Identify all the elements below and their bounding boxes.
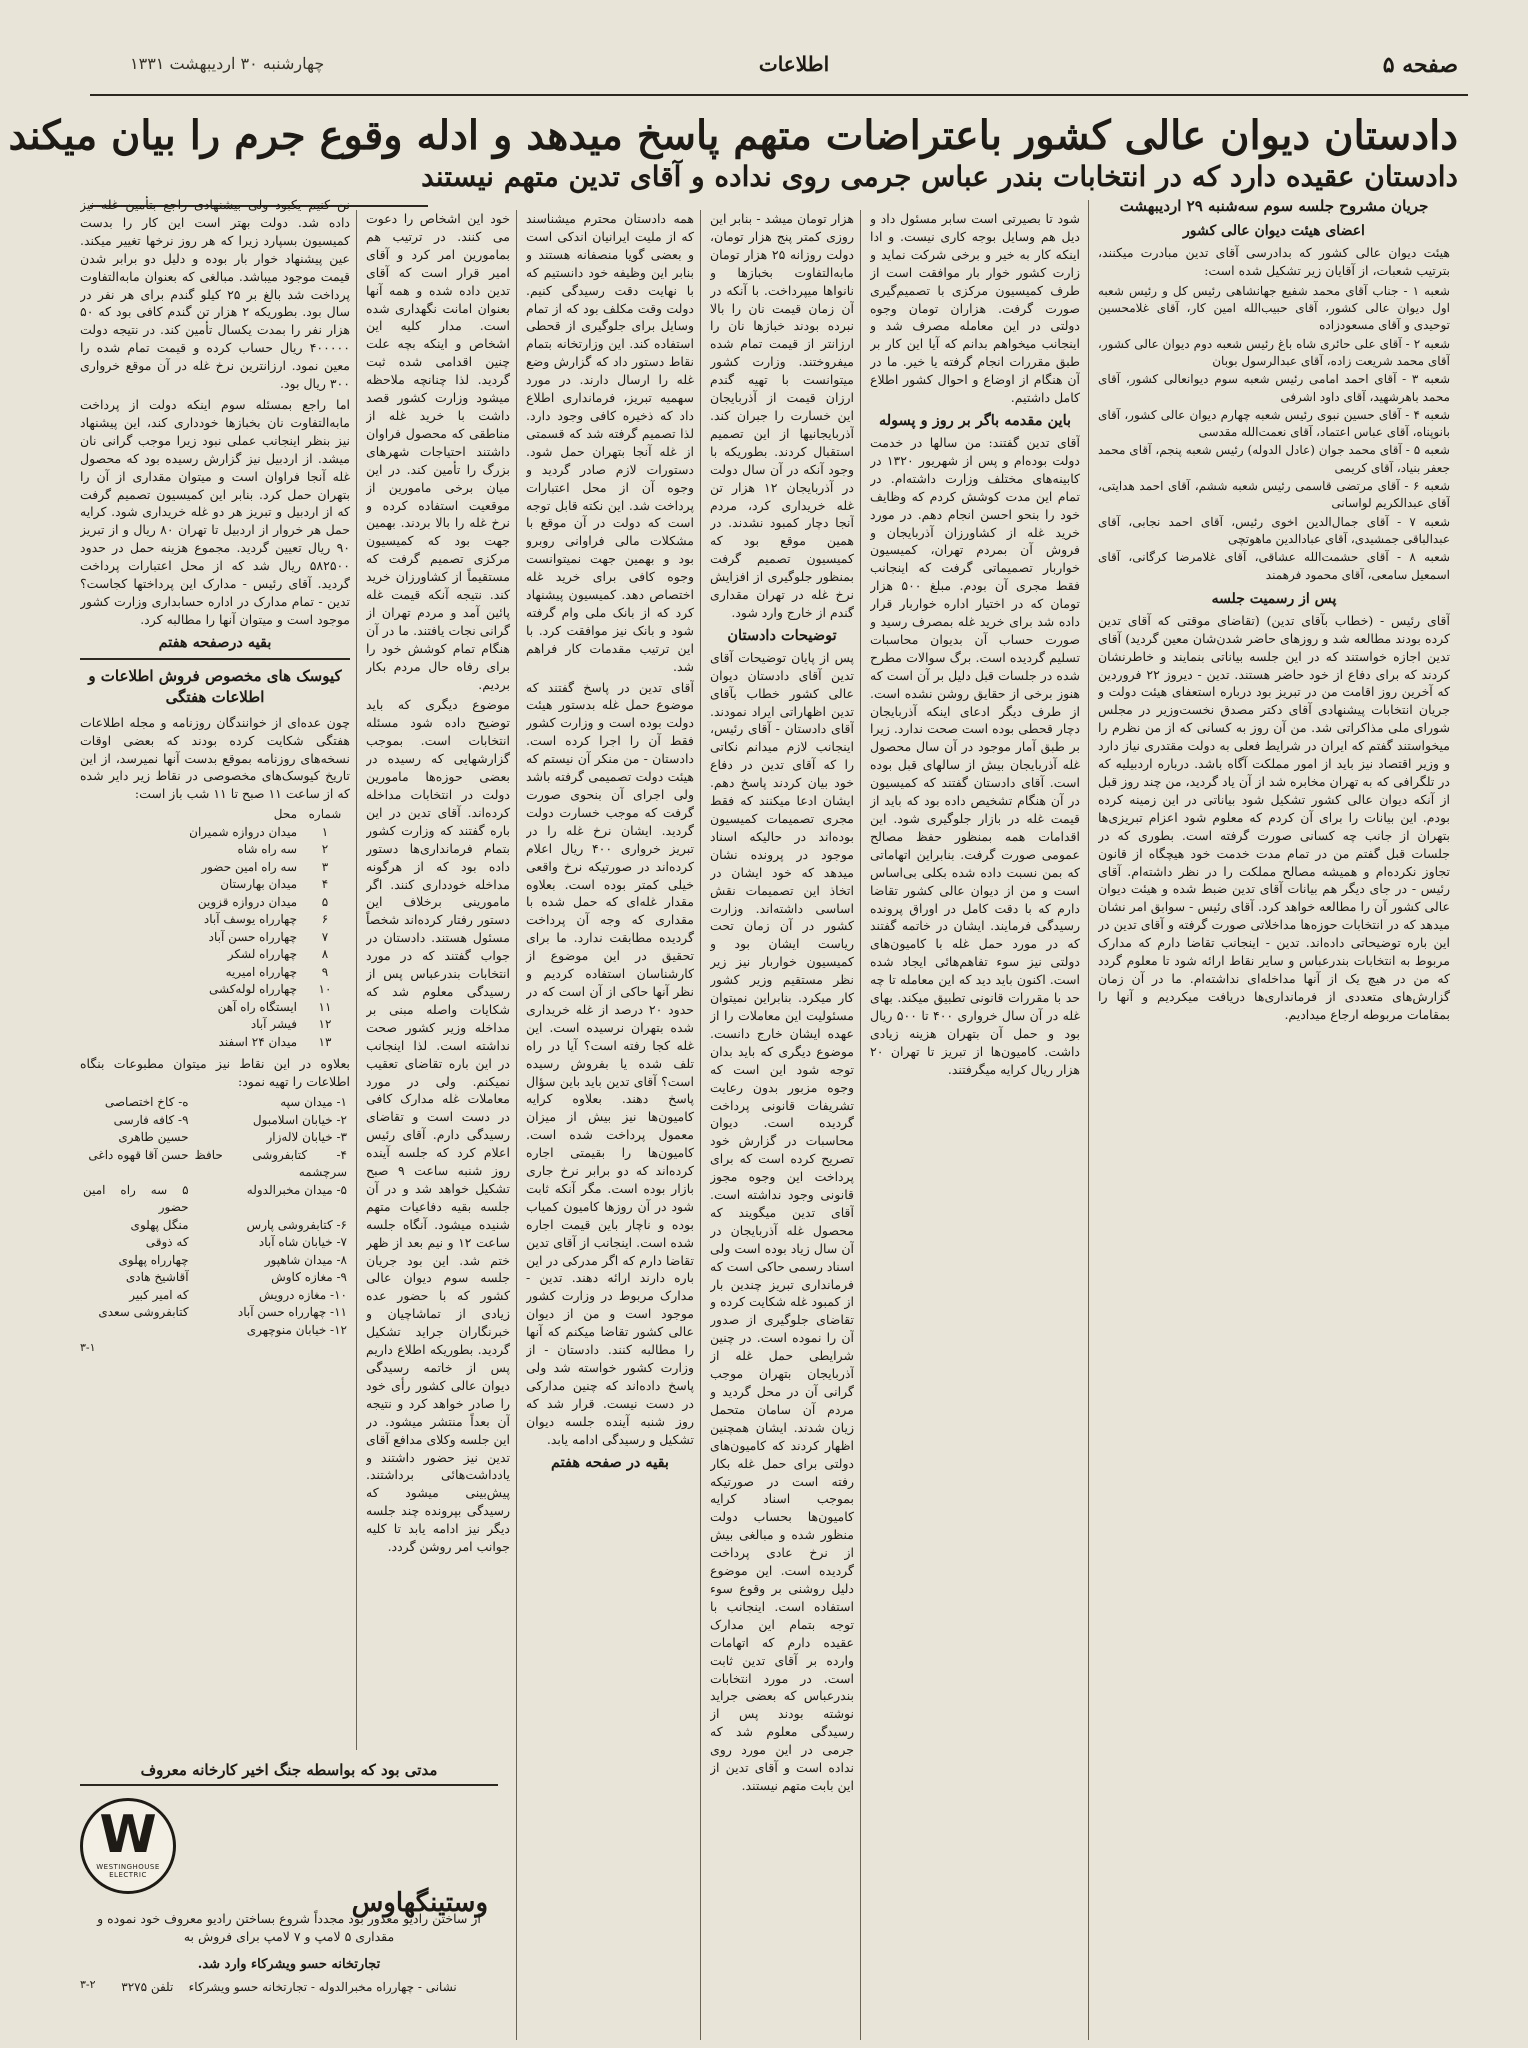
folio-bar bbox=[130, 52, 1458, 88]
ad-address bbox=[80, 1978, 498, 1996]
article-text: همه دادستان محترم میشناسند که از ملیت ایرانیان اندکی است و بعضی گویا منصفانه هستند و بنابر این وظیفه خود دانستیم که با نهایت دقت رسیدگی کنیم. دولت وقت مکلف بود که از تمام وسایل برای جلوگیری از قحطی استفاده کند. این وزارتخانه بتمام نقاط دستور داد که گزارش وضع غله را ارسال دارند. در مورد سهمیه تبریز، فرمانداری اطلاع داد که ذخیره کافی وجود دارد. لذا تصمیم گرفته شد که قسمتی از غله آنجا بتهران حمل شود. دستورات لازم صادر گردید و وجوه آن از محل اعتبارات پرداخت شد. این نکته قابل توجه است که دولت در آن موقع با مشکلات مالی فراوانی روبرو بود و بهمین جهت نمیتوانست وجوه کافی برای خرید غله اختصاص دهد. کمیسیون پیشنهاد کرد که از بانک ملی وام گرفته شود و بانک نیز موافقت کرد. با این ترتیب مقدمات کار فراهم شد. bbox=[526, 211, 694, 674]
column-rule bbox=[1088, 200, 1089, 2040]
logo-letter: W bbox=[99, 1805, 157, 1865]
list-item: شعبه ۴ - آقای حسین نبوی رئیس شعبه چهارم دیوان عالی کشور، آقای بانوپناه، آقای عباس اعتماد، آقای نعمت‌الله مقدسی bbox=[1098, 407, 1450, 440]
table-cell: فیشر آباد bbox=[250, 1017, 297, 1032]
table-cell: منگل پهلوی bbox=[130, 1217, 189, 1232]
table-row bbox=[80, 1112, 350, 1130]
table-row bbox=[80, 1147, 350, 1182]
table-row bbox=[80, 981, 350, 999]
article-text: اما راجع بمسئله سوم اینکه دولت از پرداخت مابه‌التفاوت نان بخبازها خودداری کند، این پیشنهاد نیز بنظر اینجانب عملی نبود زیرا موجب گرانی نان میشد. از اردبیل نیز گزارش رسیده بود که محصول غله آنجا فراوان است و میتوان مقداری از آن را بتهران حمل کرد. بنابر این کمیسیون تصمیم گرفت که از اردبیل و تبریز هر دو غله خریداری شود. کرایه حمل هر خروار از اردبیل تا تهران ۸۰ ریال و از تبریز ۹۰ ریال تعیین گردید. مجموع هزینه حمل در حدود ۵۸۲۵۰۰ ریال شد که از محل اعتبارات پرداخت گردید. آقای رئیس - مدارک این پرداختها کجاست؟ تدین - تمام مدارک در اداره حسابداری وزارت کشور موجود است و میتوان آنها را مطالبه کرد. bbox=[80, 396, 350, 627]
column-rule bbox=[516, 210, 517, 2040]
table-cell: میدان بهارستان bbox=[220, 877, 297, 892]
table-row bbox=[80, 1182, 350, 1217]
kiosk-table bbox=[80, 806, 350, 1051]
dateline: چهارشنبه ۳۰ اردیبهشت ۱۳۳۱ bbox=[130, 54, 325, 73]
article-text: آقای تدین گفتند: من سالها در خدمت دولت بوده‌ام و پس از شهریور ۱۳۲۰ در کابینه‌های مختلف وزارت داشته‌ام. در تمام این مدت کوشش کردم که وظایف خود را بنحو احسن انجام دهم. در مورد خرید غله از کشاورزان آذربایجان و فروش آن بمردم تهران، کمیسیون خواربار تصمیماتی گرفت که اینجانب فقط مجری آن بودم. مبلغ ۵۰۰ هزار تومان که در اختیار اداره خواربار قرار داده شد برای خرید غله بمصرف رسید و صورت حساب آن بدیوان محاسبات تسلیم گردیده است. برگ سوالات مطرح شده در جلسات قبل دلیل بر آن است که هنوز برخی از حقایق روشن نشده است. از طرف دیگر ادعای اینکه آذربایجان دچار قحطی بوده است صحت ندارد. زیرا بر طبق آمار موجود در آن سال محصول غله آذربایجان بیش از سالهای قبل بوده است. آقای دادستان گفتند که کمیسیون در آن هنگام تشخیص داده بود که باید از قیمت غله در بازار جلوگیری شود. این اقدامات همه بمنظور حفظ مصالح عمومی صورت گرفت. بنابراین اتهاماتی که بمن نسبت داده شده بکلی بی‌اساس است و من از دیوان عالی کشور تقاضا دارم که با دقت کامل در اوراق پرونده رسیدگی فرمایند. ایشان در خاتمه گفتند که در مورد حمل غله با کامیون‌های دولتی نیز سوء تفاهم‌هائی ایجاد شده است. اکنون باید دید که این معامله تا چه حد با مقررات قانونی تطبیق میکند. بهای غله در آن سال خرواری ۴۰۰ تا ۵۰۰ ریال بود و حمل آن بتهران هزینه زیادی داشت. کامیون‌ها از تبریز تا تهران ۲۰ هزار ریال کرایه میگرفتند. bbox=[870, 434, 1080, 1077]
westinghouse-logo-icon bbox=[80, 1798, 176, 1894]
column-rule bbox=[700, 210, 701, 2040]
table-cell: ایستگاه راه آهن bbox=[217, 999, 297, 1014]
ad-address-text: نشانی - چهارراه مخبرالدوله - تجارتخانه حسو ویشرکاء bbox=[188, 1980, 457, 1994]
logo-band: WESTINGHOUSE ELECTRIC bbox=[96, 1863, 160, 1879]
ad-phone: تلفن ۳۲۷۵ bbox=[121, 1980, 174, 1994]
members-intro: هیئت دیوان عالی کشور که بدادرسی آقای تدین مبادرت میکنند، بترتیب شعبات، از آقایان زیر تشکیل شده است: bbox=[1098, 245, 1450, 278]
table-cell: ۹- کافه فارسی bbox=[113, 1112, 189, 1127]
table-cell: ۶ bbox=[321, 912, 329, 927]
table-cell: چهارراه لشکر bbox=[227, 947, 297, 962]
article-text: موضوع دیگری که باید توضیح داده شود مسئله انتخابات است. بموجب گزارشهایی که رسیده در بعضی حوزه‌ها مامورین دولت در انتخابات مداخله کرده‌اند. آقای تدین در این باره گفتند که وزارت کشور بتمام فرمانداری‌ها دستور داده بود که از هرگونه مداخله خودداری کنند. اگر مامورینی برخلاف این دستور رفتار کرده‌اند شخصاً مسئول هستند. دادستان در جواب گفتند که در مورد انتخابات بندرعباس پس از رسیدگی معلوم شد که شکایات واصله مبنی بر مداخله وزیر کشور صحت نداشته است. لذا اینجانب در این باره تقاضای تعقیب نمیکنم. ولی در مورد معاملات غله مدارک کافی در دست است و تقاضای رسیدگی دارم. آقای رئیس اعلام کرد که جلسه آینده روز شنبه ساعت ۹ صبح تشکیل خواهد شد و در آن جلسه بقیه دفاعیات متهم شنیده میشود. آنگاه جلسه ساعت ۱۲ و نیم بعد از ظهر ختم شد. این بود جریان جلسه سوم دیوان عالی کشور که با حضور عده زیادی از تماشاچیان و خبرنگاران جراید تشکیل گردید. بطوریکه اطلاع داریم پس از خاتمه رسیدگی دیوان عالی کشور رأی خود را صادر خواهد کرد و نتیجه آن بعداً منتشر میشود. در این جلسه وکلای مدافع آقای تدین نیز حضور داشتند و یادداشت‌هائی برداشتند. پیش‌بینی میشود که رسیدگی بپرونده چند جلسه دیگر نیز ادامه یابد تا کلیه جوانب امر روشن گردد. bbox=[366, 697, 510, 1555]
table-cell: میدان ۲۴ اسفند bbox=[218, 1034, 297, 1049]
table-row bbox=[80, 929, 350, 947]
table-cell: ۲- خیابان اسلامبول bbox=[252, 1112, 347, 1127]
table-cell: ۲ bbox=[321, 842, 329, 857]
table-row bbox=[80, 841, 350, 859]
table-cell: ۸- میدان شاهپور bbox=[264, 1252, 347, 1267]
table-cell: ۱۱ bbox=[318, 999, 332, 1014]
table-cell: کتابفروشی سعدی bbox=[98, 1305, 189, 1320]
newspaper-name: اطلاعات bbox=[758, 52, 830, 76]
article-column-5 bbox=[366, 210, 510, 1750]
members-heading: اعضای هیئت دیوان عالی کشور bbox=[1183, 223, 1365, 239]
table-cell: ۱ bbox=[321, 824, 329, 839]
article-column-4 bbox=[526, 210, 694, 2040]
table-row bbox=[80, 964, 350, 982]
table-row bbox=[80, 1252, 350, 1270]
ad-brand: وستینگهاوس bbox=[351, 1888, 488, 1918]
extra-points-table bbox=[80, 1094, 350, 1339]
table-cell: ۷ bbox=[321, 929, 329, 944]
table-row bbox=[80, 1129, 350, 1147]
table-cell: ۱۱- چهارراه حسن آباد bbox=[237, 1305, 347, 1320]
table-cell: ۷- خیابان شاه آباد bbox=[258, 1235, 347, 1250]
ad-shop: تجارتخانه حسو ویشرکاء وارد شد. bbox=[197, 1957, 381, 1972]
table-cell bbox=[80, 1322, 192, 1340]
table-cell: چهارراه امیریه bbox=[225, 964, 297, 979]
table-cell: ۹- مغازه کاوش bbox=[271, 1270, 347, 1285]
table-cell: ۵ سه راه امین حضور bbox=[83, 1182, 189, 1215]
table-row bbox=[80, 876, 350, 894]
table-row bbox=[80, 1034, 350, 1052]
table-cell: ۱۰- مغازه درویش bbox=[258, 1287, 347, 1302]
table-cell: که ذوقی bbox=[145, 1235, 189, 1250]
westinghouse-ad bbox=[80, 1760, 498, 2010]
table-header-row bbox=[80, 806, 350, 824]
list-item: شعبه ۱ - جناب آقای محمد شفیع جهانشاهی رئیس کل و رئیس شعبه اول دیوان عالی کشور، آقای حبیب‌الله امین کار، آقای غلامحسین توحیدی و آقای مسعودزاده bbox=[1098, 283, 1450, 333]
list-item: شعبه ۵ - آقای محمد جوان (عادل الدوله) رئیس شعبه پنجم، آقای محمد جعفر بنیاد، آقای کریمی bbox=[1098, 443, 1450, 475]
top-rule bbox=[90, 94, 1468, 96]
article-text: آقای تدین در پاسخ گفتند که موضوع حمل غله بدستور هیئت دولت بوده است و وزارت کشور فقط آن را اجرا کرده است. دادستان - من منکر آن نیستم که هیئت دولت تصمیمی گرفته باشد ولی اجرای آن بنحوی صورت گرفت که موجب خسارت دولت گردید. ایشان نرخ غله را در تبریز خرواری ۴۰۰ ریال اعلام کرده‌اند در صورتیکه نرخ واقعی خیلی کمتر بوده است. بعلاوه مقدار غله‌ای که حمل شده با مقداری که وجه آن پرداخت گردیده مطابقت ندارد. ما برای تحقیق در این موضوع از کارشناسان استفاده کردیم و نظر آنها حاکی از آن است که در حدود ۲۰ درصد از غله خریداری شده بتهران نرسیده است. این غله کجا رفته است؟ آیا در راه تلف شده یا بفروش رسیده است؟ آقای تدین باید باین سؤال پاسخ دهند. بعلاوه کرایه کامیون‌ها نیز بیش از میزان معمول پرداخت شده است. کامیون‌ها را بقیمتی اجاره کرده‌اند که دو برابر نرخ جاری بازار بوده است. مگر آنکه ثابت شود در آن روزها کامیون کمیاب بوده و ناچار باین قیمت اجاره شده است. اینجانب از آقای تدین تقاضا دارم که اگر مدرکی در این باره دارند ارائه دهند. تدین - مدارک مربوط در وزارت کشور موجود است و من از دیوان عالی کشور تقاضا میکنم که آنها را مطالبه کنند. دادستان - از وزارت کشور خواسته شد ولی پاسخ داده‌اند که چنین مدارکی در دست نیست. قرار شد که روز شنبه آینده جلسه دیوان تشکیل و رسیدگی ادامه یابد. bbox=[526, 679, 694, 1447]
table-cell: میدان دروازه شمیران bbox=[189, 824, 297, 839]
table-cell: حسین طاهری bbox=[118, 1130, 189, 1145]
continued-note: بقیه در صفحه هفتم bbox=[551, 1453, 669, 1471]
table-cell: سه راه امین حضور bbox=[201, 859, 297, 874]
table-cell: چهارراه پهلوی bbox=[118, 1252, 189, 1267]
table-cell: ۴- کتابفروشی حافظ سرچشمه bbox=[194, 1147, 347, 1180]
table-row bbox=[80, 894, 350, 912]
article-text: هزار تومان میشد - بنابر این روزی کمتر پنج هزار تومان، دولت روزانه ۲۵ هزار تومان مابه‌التفاوت بخبازها و نانواها میپرداخت. با آنکه در آن زمان قیمت نان را بالا نبرده بودند خبازها نان را ارزانتر از قیمت تمام شده میفروختند. وزارت کشور میتوانست با تهیه گندم ارزان قیمت از آذربایجان این خسارت را جبران کند. آذربایجانیها از این تصمیم استقبال کردند. بطوریکه با وجود آنکه در آن سال دولت در آذربایجان ۱۲ هزار تن غله خریداری کرد، مردم آنجا دچار کمبود نشدند. در همین موقع بود که کمیسیون تصمیم گرفت بمنظور جلوگیری از افزایش نرخ غله در تهران مقداری گندم از خارج وارد شود. bbox=[710, 211, 854, 620]
table-row bbox=[80, 999, 350, 1017]
article-column-2 bbox=[870, 210, 1080, 2040]
column-rule bbox=[356, 210, 357, 1750]
table-cell: ۵ bbox=[321, 894, 329, 909]
table-cell: ۱۲- خیابان منوچهری bbox=[246, 1322, 347, 1337]
section-heading: باین مقدمه باگر بر روز و پسوله bbox=[878, 411, 1072, 429]
table-cell: ۵- میدان مخبرالدوله bbox=[246, 1182, 347, 1197]
table-row bbox=[80, 859, 350, 877]
table-cell: آقاشیخ هادی bbox=[125, 1270, 189, 1285]
table-cell: ۱۳ bbox=[318, 1034, 332, 1049]
table-row bbox=[80, 824, 350, 842]
article-text: آقای رئیس - (خطاب بآقای تدین) (تقاضای موقتی که آقای تدین کرده بودند مطالعه شد و روزهای حاضر شدن‌شان معین گردید) آقای تدین اجازه خواستند که در این جلسه بیاناتی بنمایند و خاطرنشان کردند که برای دفاع از خود حاضر هستند. تدین - دیروز ۲۲ فروردین که آخرین روز اقامت من در تبریز بود درباره استعفای هیئت دولت و جریان انتخابات پیشنهادی آقای دکتر مصدق نخست‌وزیر در مجلس شورای ملی مذاکراتی شد. من آن روز به کسانی که از من نظرم را میخواستند گفتم که ایران در شرایط فعلی به دولت مقتدری نیاز دارد و وزیر اقتصاد نیز باید از امور مملکت آگاه باشد. درباره اردبیلیه که در تلگرافی که به تهران مخابره شد از آن یاد گردید، من چند روز قبل از آنکه دیوان عالی کشور تشکیل شود بیاناتی در این زمینه کرده بودم. این بیانات را برای آن کردم که معلوم شود اعزام تبریزی‌ها بتهران از جانب چه کسانی صورت گرفته است. بطوری که در جلسات قبل گفتم من در تمام مدت خدمت خود هیچگاه از قانون تجاوز نکرده‌ام و همیشه مصالح مملکت را در نظر داشته‌ام. آقای رئیس - در جای دیگر هم بیانات آقای تدین ضبط شده و هیئت دیوان عالی کشور آن را مطالعه خواهد کرد. آقای رئیس - سوابق امر نشان میدهد که در انتخابات حوزه‌ها مداخلاتی صورت گرفته و آقای تدین در این باره توضیحاتی داده‌اند. تدین - اینجانب تقاضا دارم که مدارک مربوط به انتخابات بندرعباس و سایر نقاط ارائه شود تا معلوم گردد که من در هیچ یک از آنها مداخله‌ای نداشته‌ام. ما در آن زمان گزارش‌های متعددی از فرمانداری‌ها دریافت میکردیم و آنها را بمقامات مربوطه ارجاع میدادیم. bbox=[1098, 612, 1450, 1022]
kiosk-ad-title: کیوسک های مخصوص فروش اطلاعات و اطلاعات هفتگی bbox=[88, 666, 342, 706]
table-cell: ۴ bbox=[321, 877, 329, 892]
kiosk-extra-title: بعلاوه در این نقاط نیز میتوان مطبوعات بنگاه اطلاعات را تهیه نمود: bbox=[80, 1056, 350, 1090]
table-cell: ۱۲ bbox=[318, 1017, 332, 1032]
table-cell: که امیر کبیر bbox=[129, 1287, 189, 1302]
table-cell: چهارراه لوله‌کشی bbox=[209, 982, 297, 997]
headline: دادستان دیوان عالی کشور باعتراضات متهم پاسخ میدهد و ادله وقوع جرم را بیان میکند bbox=[8, 112, 1458, 159]
table-row bbox=[80, 1304, 350, 1322]
table-cell: ۳- خیابان لاله‌زار bbox=[266, 1130, 347, 1145]
table-row bbox=[80, 1322, 350, 1340]
article-text: خود این اشخاص را دعوت می کنند. در ترتیب هم بمامورین امر کرد و آقای امیر قرار است که آقای تدین داده شده و همه آنها بعنوان امانت نگهداری شده است. مدار کلیه این اشخاص و اینکه بچه علت چنین اقدامی شده ثبت گردید. لذا چنانچه ملاحظه میشود وزارت کشور قصد داشت با خرید غله از مناطقی که محصول فراوان داشتند احتیاجات شهرهای بزرگ را تأمین کند. در این میان برخی مامورین از موقعیت استفاده کرده و نرخ غله را بالا بردند. بهمین جهت بود که کمیسیون مرکزی تصمیم گرفت که مستقیماً از کشاورزان خرید کند. نتیجه آنکه قیمت غله پائین آمد و مردم تهران از گرانی نجات یافتند. ما در آن هنگام تمام کوشش خود را برای رفاه حال مردم بکار بردیم. bbox=[366, 211, 510, 692]
article-text: نن کنیم یکبود ولی بیشنهادی راجع بتأمین غله نیز داده شد. دولت بهتر است این کار را بدست کمیسیون بسپارد زیرا که هر روز نرخها تغییر میکند. عین پیشنهاد خوار بار بوده و دلیل دو برابر شدن قیمت موجود میباشد. مبالغی که بعنوان مابه‌التفاوت پرداخت شد بالغ بر ۲۵ کیلو گندم برای هر نفر در سال بود. بطوریکه ۲ هزار تن گندم کافی بود که ۵۰ هزار نفر را بمدت یکسال تأمین کند. در نتیجه دولت ۴۰۰۰۰۰ ریال حساب کرده و قیمت تمام شده را معین نمود. ارزانترین نرخ غله در آن موقع خرواری ۳۰۰ ریال بود. bbox=[80, 197, 350, 392]
table-row bbox=[80, 1094, 350, 1112]
table-row bbox=[80, 1287, 350, 1305]
list-item: شعبه ۸ - آقای حشمت‌الله عشاقی، آقای غلامرضا کرگانی، آقای اسمعیل سامعی، آقای محمود فرهمند bbox=[1098, 550, 1450, 582]
article-column-6 bbox=[80, 196, 350, 1751]
table-cell: ۳ bbox=[321, 859, 329, 874]
table-cell: ۶- کتابفروشی پارس bbox=[246, 1217, 347, 1232]
list-item: شعبه ۷ - آقای جمال‌الدین اخوی رئیس، آقای احمد نجابی، آقای عبدالباقی جمشیدی، آقای عبادالدین ماهوتچی bbox=[1098, 514, 1450, 546]
table-row bbox=[80, 1217, 350, 1235]
article-text: شود تا بصیرتی است سابر مسئول داد و دیل هم وسایل بوجه کاری نیست. و ادا اینکه کار به خیر و برخی شرکت نماید و زارت کشور خوار بار موافقت است از طرف کمیسیون مرکزی با تصمیم‌گیری صورت گرفت. هزاران تومان وجوه دولتی در این معامله مصرف شد و اینجانب میخواهم بدانم که آیا این کار بر طبق مقررات انجام گرفته یا خیر. ما در آن هنگام از اوضاع و احوال کشور اطلاع کامل داشتیم. bbox=[870, 211, 1080, 406]
table-row bbox=[80, 1234, 350, 1252]
ad-code: ۳-۲ bbox=[80, 1978, 96, 1991]
ad-code: ۳-۱ bbox=[80, 1341, 96, 1355]
divider bbox=[80, 658, 350, 660]
section-heading: پس از رسمیت جلسه bbox=[1211, 590, 1337, 607]
table-row bbox=[80, 911, 350, 929]
table-cell: ۸ bbox=[321, 947, 329, 962]
table-cell: ه- کاخ اختصاصی bbox=[104, 1095, 189, 1110]
article-column-1 bbox=[1098, 196, 1450, 2036]
session-heading: جریان مشروح جلسه سوم سه‌شنبه ۲۹ اردیبهشت bbox=[1119, 197, 1429, 215]
article-column-3 bbox=[710, 210, 854, 2040]
table-cell: ۹ bbox=[321, 964, 329, 979]
column-rule bbox=[860, 210, 861, 2040]
table-row bbox=[80, 1016, 350, 1034]
header-cell: محل bbox=[273, 807, 297, 822]
article-text: پس از پایان توضیحات آقای تدین آقای دادستان دیوان عالی کشور خطاب بآقای تدین اظهاراتی ایراد نمودند. آقای دادستان - آقای رئیس، اینجانب لازم میدانم نکاتی را که آقای تدین در دفاع خود بیان کردند پاسخ دهم. ایشان ادعا میکنند که فقط مجری تصمیمات کمیسیون بوده‌اند در حالیکه اسناد موجود در پرونده نشان میدهد که خود ایشان در اتخاذ این تصمیمات نقش اساسی داشته‌اند. وزارت کشور در آن زمان تحت ریاست ایشان بود و کمیسیون خواربار نیز زیر نظر مستقیم وزیر کشور کار میکرد. بنابراین نمیتوان مسئولیت این معاملات را از عهده ایشان خارج دانست. موضوع دیگری که باید بدان توجه شود این است که وجوه مزبور بدون رعایت تشریفات قانونی پرداخت گردیده است. دیوان محاسبات در گزارش خود تصریح کرده است که برای پرداخت این وجوه مجوز قانونی وجود نداشته است. آقای تدین میگویند که محصول غله آذربایجان در آن سال زیاد بوده است ولی اسناد رسمی حاکی است که فرمانداری تبریز چندین بار از کمبود غله شکایت کرده و تقاضای جلوگیری از صدور آن را نموده است. در چنین شرایطی حمل غله از آذربایجان بتهران موجب گرانی آن در محل گردید و مردم آن سامان متحمل زیان شدند. ایشان همچنین اظهار کردند که کامیون‌های دولتی برای حمل غله بکار رفته است در صورتیکه بموجب اسناد کرایه کامیون‌ها بحساب دولت منظور شده و مبالغی بیش از نرخ عادی پرداخت گردیده است. این موضوع دلیل روشنی بر وقوع سوء استفاده است. اینجانب با توجه بتمام این مدارک عقیده دارم که اتهامات وارده بر آقای تدین ثابت است. در مورد انتخابات بندرعباس که بعضی جراید نوشته بودند پس از رسیدگی معلوم شد که جرمی در این مورد روی نداده است و آقای تدین از این بابت متهم نیستند. bbox=[710, 649, 854, 1793]
subheadline: دادستان عقیده دارد که در انتخابات بندر عباس جرمی روی نداده و آقای تدین متهم نیستند bbox=[421, 160, 1458, 193]
table-cell: ۱۰ bbox=[318, 982, 332, 997]
list-item: شعبه ۳ - آقای احمد امامی رئیس شعبه سوم دیوانعالی کشور، آقای محمد باهرشهید، آقای داود اشرفی bbox=[1098, 372, 1450, 404]
list-item: شعبه ۲ - آقای علی حائری شاه باغ رئیس شعبه دوم دیوان عالی کشور، آقای محمد شریعت زاده، آقای عبدالرسول بوبان bbox=[1098, 336, 1450, 368]
table-cell: ۱- میدان سپه bbox=[280, 1095, 347, 1110]
kiosk-ad-intro: چون عده‌ای از خوانندگان روزنامه و مجله اطلاعات هفتگی شکایت کرده بودند که بعضی اوقات نسخه‌های روزنامه بموقع بدست آنها نمیرسد، از این تاریخ کیوسک‌های مخصوصی در نقاط زیر دایر شده که از ساعت ۱۱ صبح تا ۱۱ شب باز است: bbox=[80, 714, 350, 802]
table-cell: سه راه شاه bbox=[237, 842, 297, 857]
section-heading: توضیحات دادستان bbox=[727, 626, 837, 644]
ad-top-line: مدتی بود که بواسطه جنگ اخیر کارخانه معروف bbox=[80, 1760, 498, 1786]
table-cell: حسن آقا قهوه داغی bbox=[88, 1147, 189, 1162]
table-cell: چهارراه یوسف آباد bbox=[203, 912, 297, 927]
continued-note: بقیه درصفحه هفتم bbox=[158, 633, 272, 651]
members-list bbox=[1098, 283, 1450, 584]
table-cell: چهارراه حسن آباد bbox=[208, 929, 297, 944]
page-number: صفحه ۵ bbox=[1382, 52, 1458, 78]
list-item: شعبه ۶ - آقای مرتضی قاسمی رئیس شعبه ششم، آقای احمد هدایتی، آقای عبدالکریم لواسانی bbox=[1098, 479, 1450, 511]
header-cell: شماره bbox=[308, 807, 342, 822]
ad-body: از ساختن رادیو معذور بود مجدداً شروع بساختن رادیو معروف خود نموده و مقداری ۵ لامپ و ۷ لامپ برای فروش به bbox=[97, 1911, 481, 1944]
table-row bbox=[80, 1269, 350, 1287]
table-row bbox=[80, 946, 350, 964]
table-cell: میدان دروازه قزوین bbox=[197, 894, 297, 909]
